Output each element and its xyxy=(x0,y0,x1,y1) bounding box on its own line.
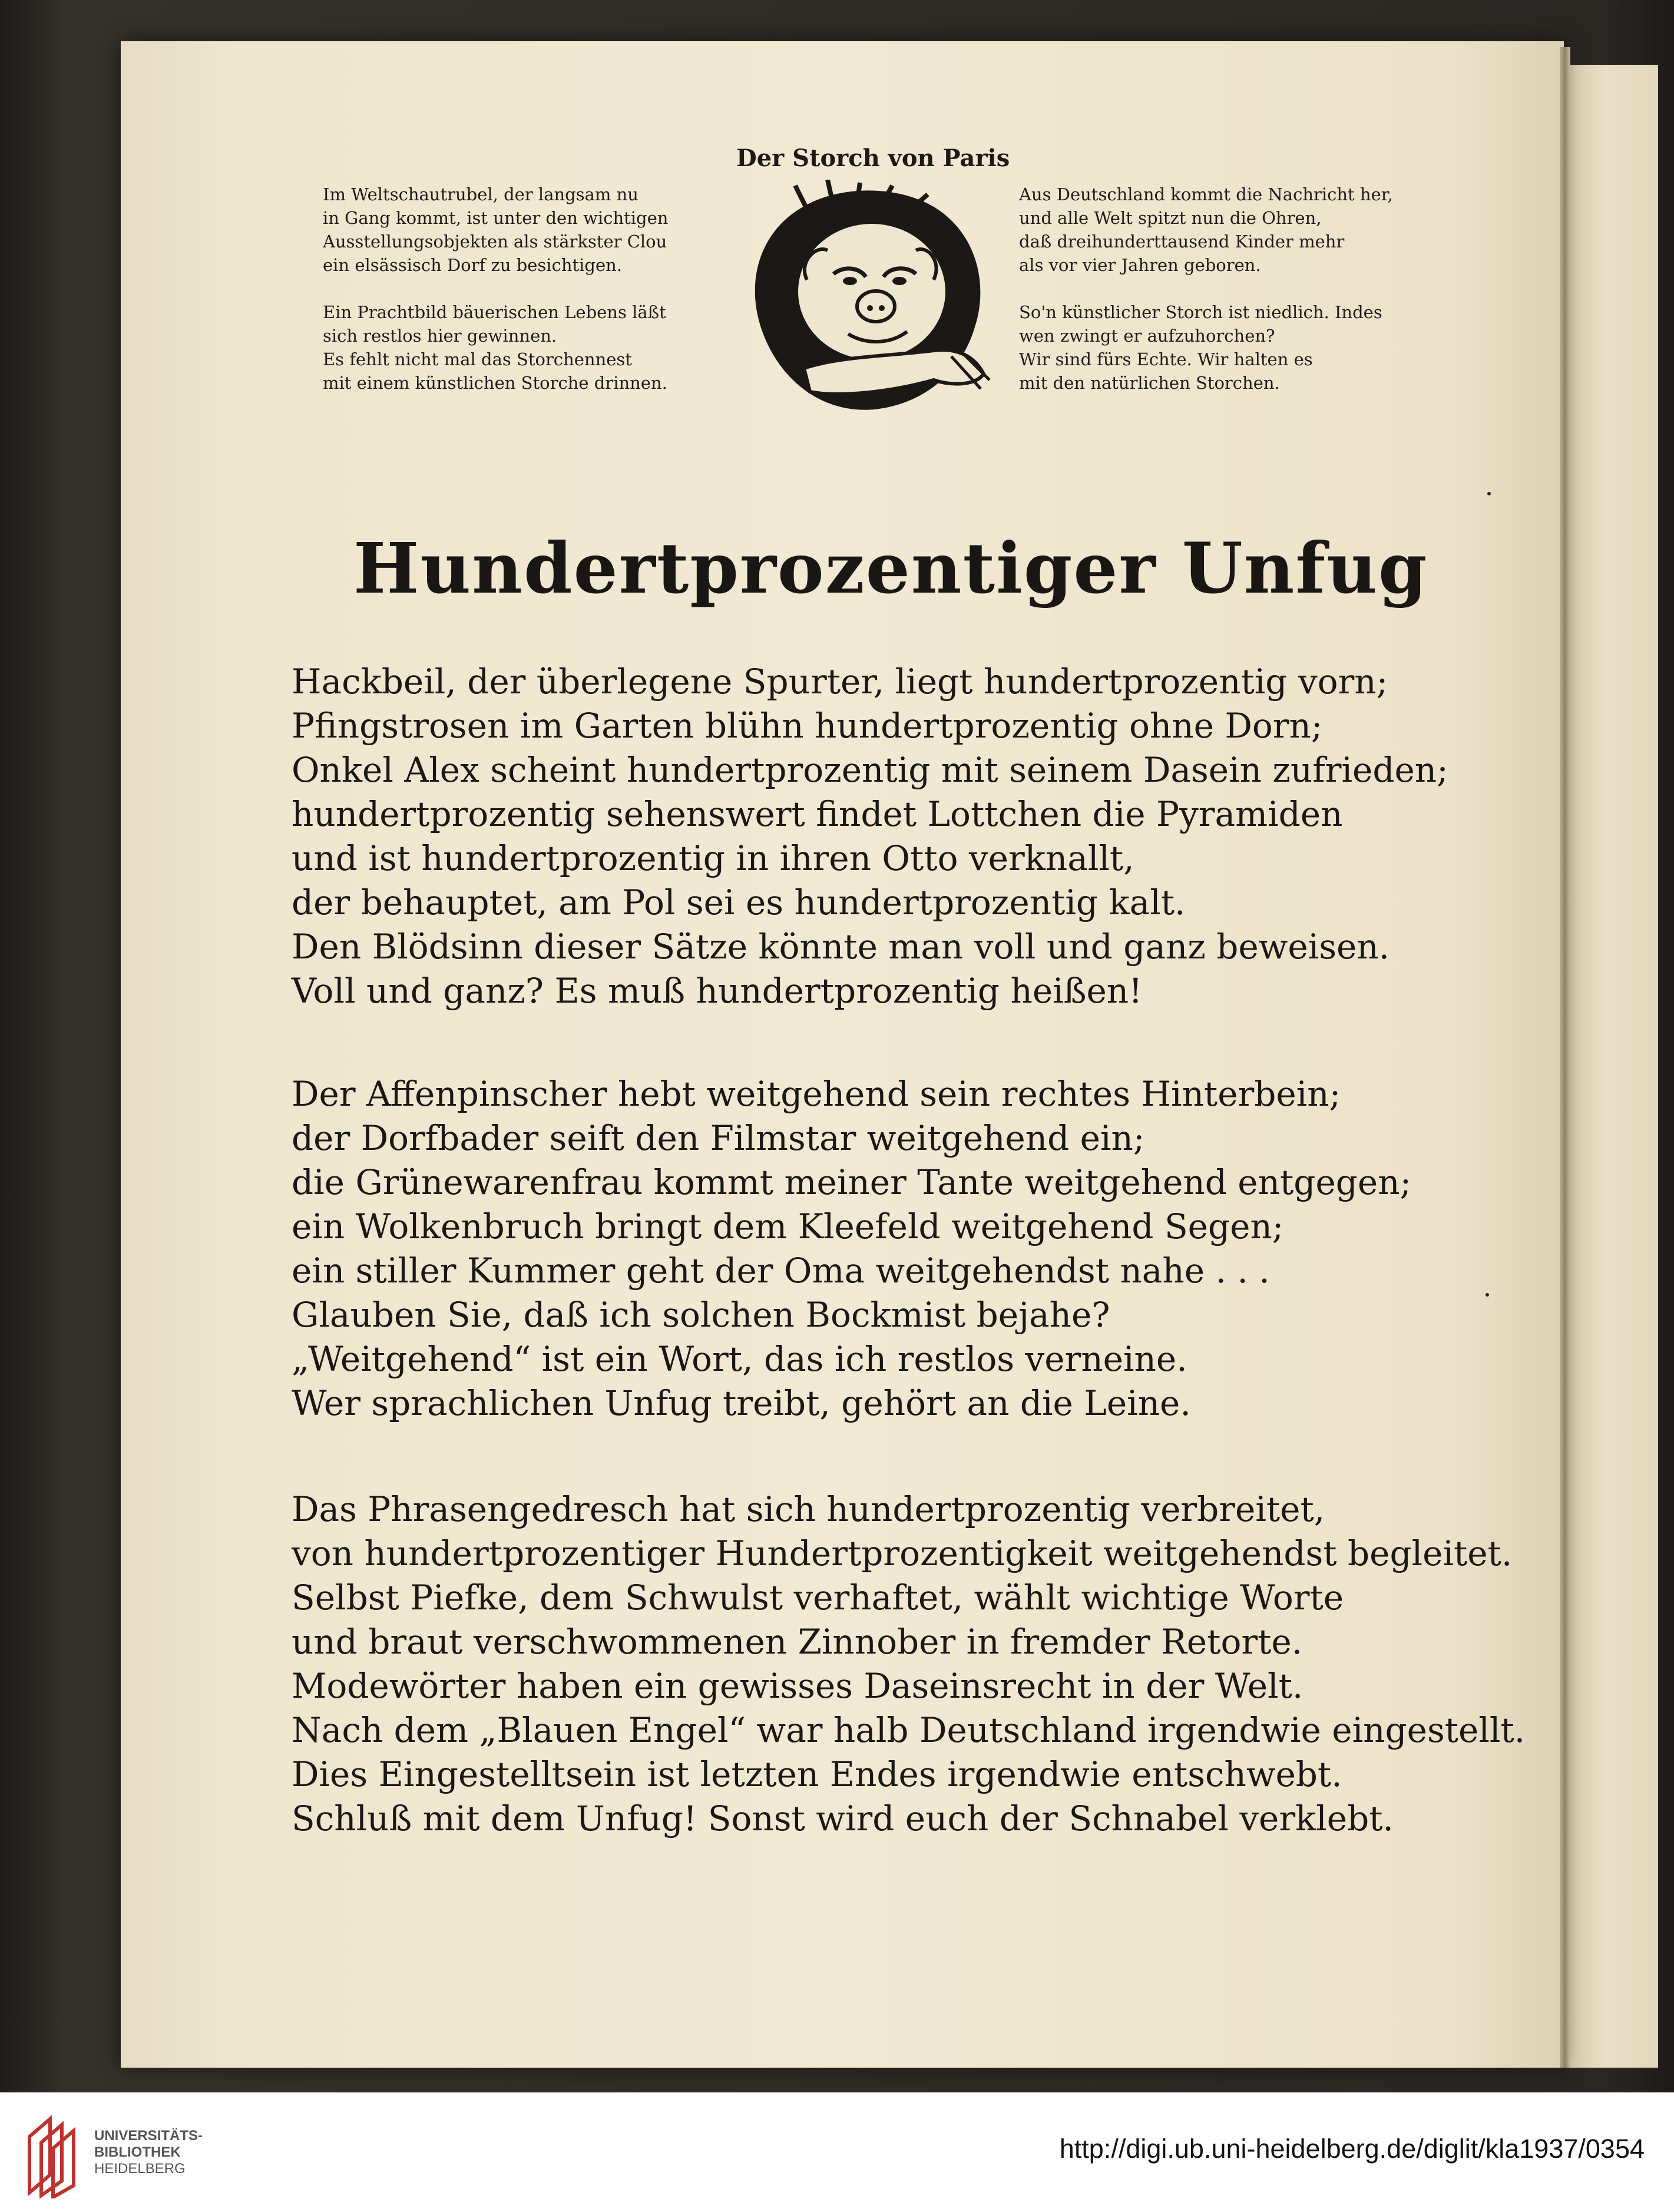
poem-line: Dies Eingestelltsein ist letzten Endes irgendwie entschwebt. xyxy=(292,1754,1342,1794)
library-name xyxy=(94,2128,203,2177)
text-line: als vor vier Jahren geboren. xyxy=(1019,255,1261,275)
page-gutter xyxy=(1560,47,1570,2068)
header-title: Der Storch von Paris xyxy=(736,144,1010,172)
text-line: Ausstellungsobjekten als stärkster Clou xyxy=(323,232,667,252)
poem-line: und ist hundertprozentig in ihren Otto verknallt, xyxy=(292,838,1134,878)
poem-line: Nach dem „Blauen Engel“ war halb Deutschland irgendwie eingestellt. xyxy=(292,1710,1526,1750)
source-url-link[interactable]: http://digi.ub.uni-heidelberg.de/diglit/kla1937/0354 xyxy=(1059,2134,1645,2164)
poem-line: Pfingstrosen im Garten blühn hundertprozentig ohne Dorn; xyxy=(292,706,1323,746)
text-line: Wir sind fürs Echte. Wir halten es xyxy=(1019,349,1313,369)
poem-line: ein Wolkenbruch bringt dem Kleefeld weitgehend Segen; xyxy=(292,1206,1284,1246)
library-name-line: BIBLIOTHEK xyxy=(94,2144,181,2160)
text-line: Aus Deutschland kommt die Nachricht her, xyxy=(1019,184,1393,204)
print-speck xyxy=(1487,492,1491,495)
poem-line: Voll und ganz? Es muß hundertprozentig heißen! xyxy=(292,971,1143,1011)
poem-line: Hackbeil, der überlegene Spurter, liegt hundertprozentig vorn; xyxy=(292,662,1388,702)
poem-line: „Weitgehend“ ist ein Wort, das ich restlos verneine. xyxy=(292,1339,1187,1379)
baby-caricature-illustration xyxy=(739,180,998,415)
library-name-line: HEIDELBERG xyxy=(94,2161,186,2177)
text-line: und alle Welt spitzt nun die Ohren, xyxy=(1019,208,1322,228)
poem-line: die Grünewarenfrau kommt meiner Tante weitgehend entgegen; xyxy=(292,1162,1412,1202)
poem-line: Wer sprachlichen Unfug treibt, gehört an die Leine. xyxy=(292,1383,1191,1423)
poem-line: Schluß mit dem Unfug! Sonst wird euch der Schnabel verklebt. xyxy=(292,1798,1394,1839)
text-line: ein elsässisch Dorf zu besichtigen. xyxy=(323,255,623,275)
poem-line: und braut verschwommenen Zinnober in fremder Retorte. xyxy=(292,1622,1303,1662)
poem-line: Der Affenpinscher hebt weitgehend sein rechtes Hinterbein; xyxy=(292,1074,1341,1114)
poem-stanza-3 xyxy=(292,1487,1525,1841)
header-left-stanza-1 xyxy=(323,183,668,277)
poem-line: Glauben Sie, daß ich solchen Bockmist bejahe? xyxy=(292,1295,1110,1335)
text-line: Es fehlt nicht mal das Storchennest xyxy=(323,349,632,369)
text-line: Im Weltschautrubel, der langsam nu xyxy=(323,184,638,204)
poem-line: der behauptet, am Pol sei es hundertprozentig kalt. xyxy=(292,882,1186,923)
poem-line: Onkel Alex scheint hundertprozentig mit seinem Dasein zufrieden; xyxy=(292,750,1448,790)
poem-line: der Dorfbader seift den Filmstar weitgehend ein; xyxy=(292,1118,1145,1158)
poem-line: von hundertprozentiger Hundertprozentigkeit weitgehendst begleitet. xyxy=(292,1533,1513,1573)
text-line: mit den natürlichen Storchen. xyxy=(1019,373,1280,393)
text-line: daß dreihunderttausend Kinder mehr xyxy=(1019,232,1345,252)
header-right-stanza-1 xyxy=(1019,183,1393,277)
poem-line: Das Phrasengedresch hat sich hundertprozentig verbreitet, xyxy=(292,1489,1325,1529)
university-library-logo-icon xyxy=(18,2110,88,2198)
poem-stanza-1 xyxy=(292,660,1448,1013)
poem-line: Den Blödsinn dieser Sätze könnte man voll und ganz beweisen. xyxy=(292,927,1390,967)
poem-stanza-2 xyxy=(292,1072,1411,1426)
text-line: So'n künstlicher Storch ist niedlich. Indes xyxy=(1019,302,1382,322)
text-line: Ein Prachtbild bäuerischen Lebens läßt xyxy=(323,302,666,322)
poem-line: hundertprozentig sehenswert findet Lottchen die Pyramiden xyxy=(292,794,1343,834)
header-right-stanza-2 xyxy=(1019,300,1382,395)
text-line: wen zwingt er aufzuhorchen? xyxy=(1019,326,1275,346)
poem-line: Selbst Piefke, dem Schwulst verhaftet, wählt wichtige Worte xyxy=(292,1578,1344,1618)
header-left-stanza-2 xyxy=(323,300,667,395)
footer-bar xyxy=(0,2092,1674,2212)
poem-line: Modewörter haben ein gewisses Daseinsrecht in der Welt. xyxy=(292,1666,1304,1706)
library-name-line: UNIVERSITÄTS- xyxy=(94,2128,203,2144)
poem-line: ein stiller Kummer geht der Oma weitgehendst nahe . . . xyxy=(292,1251,1270,1291)
next-page-edge xyxy=(1570,65,1658,2068)
text-line: in Gang kommt, ist unter den wichtigen xyxy=(323,208,669,228)
main-title: Hundertprozentiger Unfug xyxy=(353,527,1428,609)
text-line: sich restlos hier gewinnen. xyxy=(323,326,557,346)
print-speck xyxy=(1486,1293,1489,1297)
text-line: mit einem künstlichen Storche drinnen. xyxy=(323,373,667,393)
